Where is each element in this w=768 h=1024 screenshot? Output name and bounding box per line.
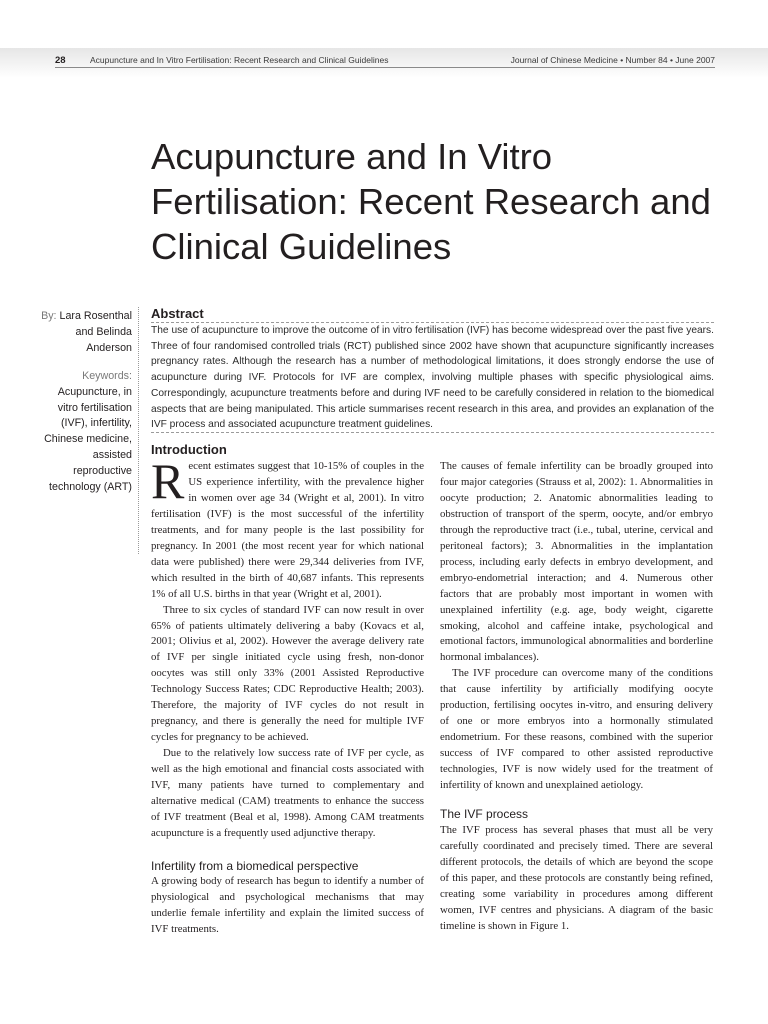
abstract-text: The use of acupuncture to improve the outcome of in vitro fertilisation (IVF) has become widespread over the past five years. Three of four randomised controlled trials (RCT) published since 2002 have shown that acupuncture significantly increases pregnancy rates. Although the research has a number of methodological limitations, it does strongly endorse the use of acupuncture during IVF. Protocols for IVF are complex, involving multiple phases with specific physiological aims. Correspondingly, acupuncture treatments before and during IVF need to be carefully considered in relation to the biomedical aspects that are being manipulated. This article summarises recent research in this area, and provides an explanation of the IVF process and associated acupuncture treatment guidelines. [151, 325, 714, 431]
author-names: Lara Rosenthal and Belinda Anderson [59, 310, 132, 354]
header-rule [55, 67, 715, 68]
left-column [151, 441, 424, 938]
keywords-list: Acupuncture, in vitro fertilisation (IVF), infertility, Chinese medicine, assisted reproductive technology (ART) [44, 385, 132, 494]
page-number: 28 [55, 55, 66, 66]
abstract-bottom-rule [151, 432, 714, 433]
keywords-block [40, 369, 132, 496]
drop-cap: R [151, 453, 185, 509]
biomedical-heading: Infertility from a biomedical perspective [151, 858, 359, 873]
intro-paragraph-2: Three to six cycles of standard IVF can now result in over 65% of patients ultimately delivering a baby (Kovacs et al, 2001; Olivius et al, 2002). However the average delivery rate of IVF per single initiated cycle using fresh, non-donor oocytes was still only 33% (2001 Assisted Reproductive Technology Success Rates; CDC Reproductive Health; 2003). Therefore, the majority of IVF cycles do not result in pregnancy, and there is generally the need for multiple IVF cycles for pregnancy to be achieved. [151, 603, 424, 744]
ivf-process-paragraph: The IVF process has several phases that must all be very carefully coordinated and precisely timed. There are several different protocols, the details of which are beyond the scope of this paper, and these protocols are constantly being refined, creating some variability in procedures among different women, IVF centres and physicians. A diagram of the basic timeline is shown in Figure 1. [440, 824, 713, 932]
right-column [440, 459, 713, 935]
article-title: Acupuncture and In Vitro Fertilisation: Recent Research and Clinical Guidelines [151, 136, 711, 267]
intro-paragraph-1 [151, 453, 424, 603]
intro-paragraph-3: Due to the relatively low success rate of IVF per cycle, as well as the high emotional and financial costs associated with IVF, many patients have turned to complementary and alternative medical (CAM) treatments to enhance the success of IVF treatment (Beal et al, 1998). Among CAM treatments acupuncture is a frequently used adjunctive therapy. [151, 747, 424, 839]
running-title: Acupuncture and In Vitro Fertilisation: Recent Research and Clinical Guidelines [90, 55, 389, 65]
keywords-label: Keywords: [82, 369, 132, 382]
ivf-overcome-paragraph: The IVF procedure can overcome many of the conditions that cause infertility by artificially modifying oocyte production, fertilising oocytes in-vitro, and ensuring delivery of one or more embryos into a hormonally stimulated endometrium. For these reasons, combined with the superior success of IVF compared to other assisted reproductive technologies, IVF is now widely used for the treatment of infertility of known and unexplained aetiology. [440, 667, 713, 792]
journal-info: Journal of Chinese Medicine • Number 84 • June 2007 [510, 55, 715, 65]
intro-paragraph-1-text: ecent estimates suggest that 10-15% of couples in the US experience infertility, with the prevalence higher in women over age 34 (Wright et al, 2001). In vitro fertilisation (IVF) is the most successful of the infertility treatments, and for many people is the last possibility for pregnancy. In 2001 (the most recent year for which national data were published) there were 29,344 deliveries from IVF, which resulted in the birth of 40,687 infants. This represents 1% of all U.S. births in that year (Wright et al, 2001). [151, 460, 424, 600]
ivf-process-heading: The IVF process [440, 807, 529, 822]
author-byline [40, 309, 132, 357]
by-label: By: [41, 310, 57, 322]
introduction-heading: Introduction [151, 442, 227, 457]
causes-paragraph: The causes of female infertility can be broadly grouped into four major categories (Strauss et al, 2002): 1. Abnormalities in oocyte production; 2. Anatomic abnormalities leading to obstruction of transport of the sperm, oocyte, and/or embryo through the reproductive tract (i.e., tubal, uterine, cervical and peritoneal factors); 3. Abnormalities in the implantation process, including early defects in embryo development, and embryo-endometrial interaction; and 4. Numerous other factors that are probably most important in women with unexplained infertility (e.g. age, body weight, cigarette smoking, alcohol and caffeine intake, psychological and emotional factors, immunological abnormalities and borderline hormonal imbalances). [440, 460, 713, 664]
sidebar [40, 309, 132, 496]
abstract-heading: Abstract [151, 306, 204, 321]
sidebar-divider [138, 307, 139, 554]
biomedical-paragraph-1: A growing body of research has begun to identify a number of physiological and psychological mechanisms that may underlie female infertility and explain the limited success of IVF treatments. [151, 874, 424, 935]
